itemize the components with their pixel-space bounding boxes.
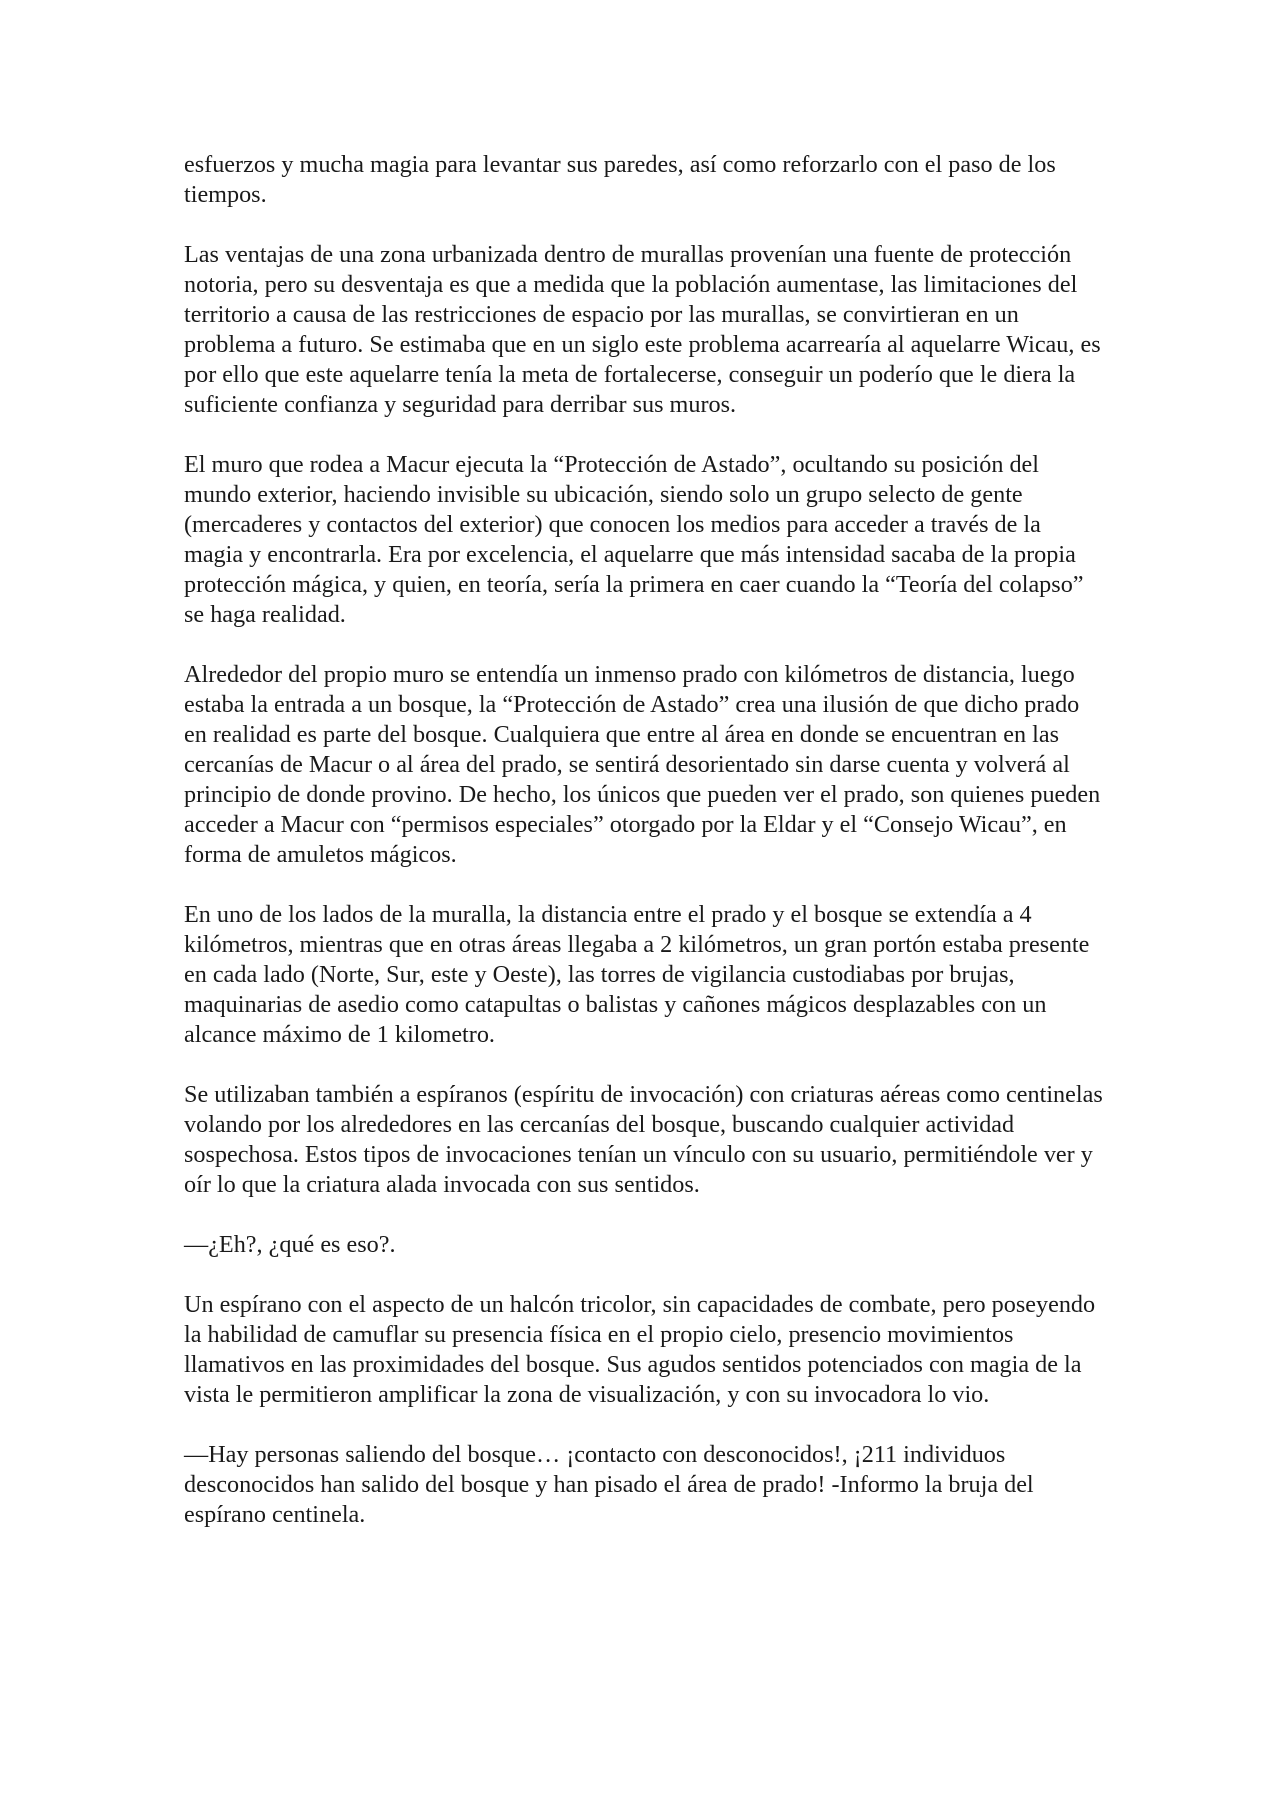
paragraph-3: El muro que rodea a Macur ejecuta la “Protección de Astado”, ocultando su posición del mundo exterior, haciendo invisible su ubicación, siendo solo un grupo selecto de gente (mercaderes y contactos del exterior) que conocen los medios para acceder a través de la magia y encontrarla. Era por excelencia, el aquelarre que más intensidad sacaba de la propia protección mágica, y quien, en teoría, sería la primera en caer cuando la “Teoría del colapso” se haga realidad.	[184, 451, 1084, 628]
paragraph-1: esfuerzos y mucha magia para levantar sus paredes, así como reforzarlo con el paso de los tiempos.	[184, 151, 1056, 208]
dialogue-line-1: —¿Eh?, ¿qué es eso?.	[184, 1231, 396, 1258]
paragraph-7: Un espírano con el aspecto de un halcón tricolor, sin capacidades de combate, pero poseyendo la habilidad de camuflar su presencia física en el propio cielo, presencio movimientos llamativos en las proximidades del bosque. Sus agudos sentidos potenciados con magia de la vista le permitieron amplificar la zona de visualización, y con su invocadora lo vio.	[184, 1291, 1096, 1408]
paragraph-5: En uno de los lados de la muralla, la distancia entre el prado y el bosque se extendía a 4 kilómetros, mientras que en otras áreas llegaba a 2 kilómetros, un gran portón estaba presente en cada lado (Norte, Sur, este y Oeste), las torres de vigilancia custodiabas por brujas, maquinarias de asedio como catapultas o balistas y cañones mágicos desplazables con un alcance máximo de 1 kilometro.	[184, 901, 1090, 1048]
paragraph-4: Alrededor del propio muro se entendía un inmenso prado con kilómetros de distancia, luego estaba la entrada a un bosque, la “Protección de Astado” crea una ilusión de que dicho prado en realidad es parte del bosque. Cualquiera que entre al área en donde se encuentran en las cercanías de Macur o al área del prado, se sentirá desorientado sin darse cuenta y volverá al principio de donde provino. De hecho, los únicos que pueden ver el prado, son quienes pueden acceder a Macur con “permisos especiales” otorgado por la Eldar y el “Consejo Wicau”, en forma de amuletos mágicos.	[184, 661, 1101, 868]
paragraph-2: Las ventajas de una zona urbanizada dentro de murallas provenían una fuente de protección notoria, pero su desventaja es que a medida que la población aumentase, las limitaciones del territorio a causa de las restricciones de espacio por las murallas, se convirtieran en un problema a futuro. Se estimaba que en un siglo este problema acarrearía al aquelarre Wicau, es por ello que este aquelarre tenía la meta de fortalecerse, conseguir un poderío que le diera la suficiente confianza y seguridad para derribar sus muros.	[184, 241, 1101, 418]
paragraph-6: Se utilizaban también a espíranos (espíritu de invocación) con criaturas aéreas como centinelas volando por los alrededores en las cercanías del bosque, buscando cualquier actividad sospechosa. Estos tipos de invocaciones tenían un vínculo con su usuario, permitiéndole ver y oír lo que la criatura alada invocada con sus sentidos.	[184, 1081, 1103, 1198]
document-body	[184, 150, 1104, 1560]
dialogue-line-2: —Hay personas saliendo del bosque… ¡contacto con desconocidos!, ¡211 individuos desconocidos han salido del bosque y han pisado el área de prado! -Informo la bruja del espírano centinela.	[184, 1441, 1034, 1528]
